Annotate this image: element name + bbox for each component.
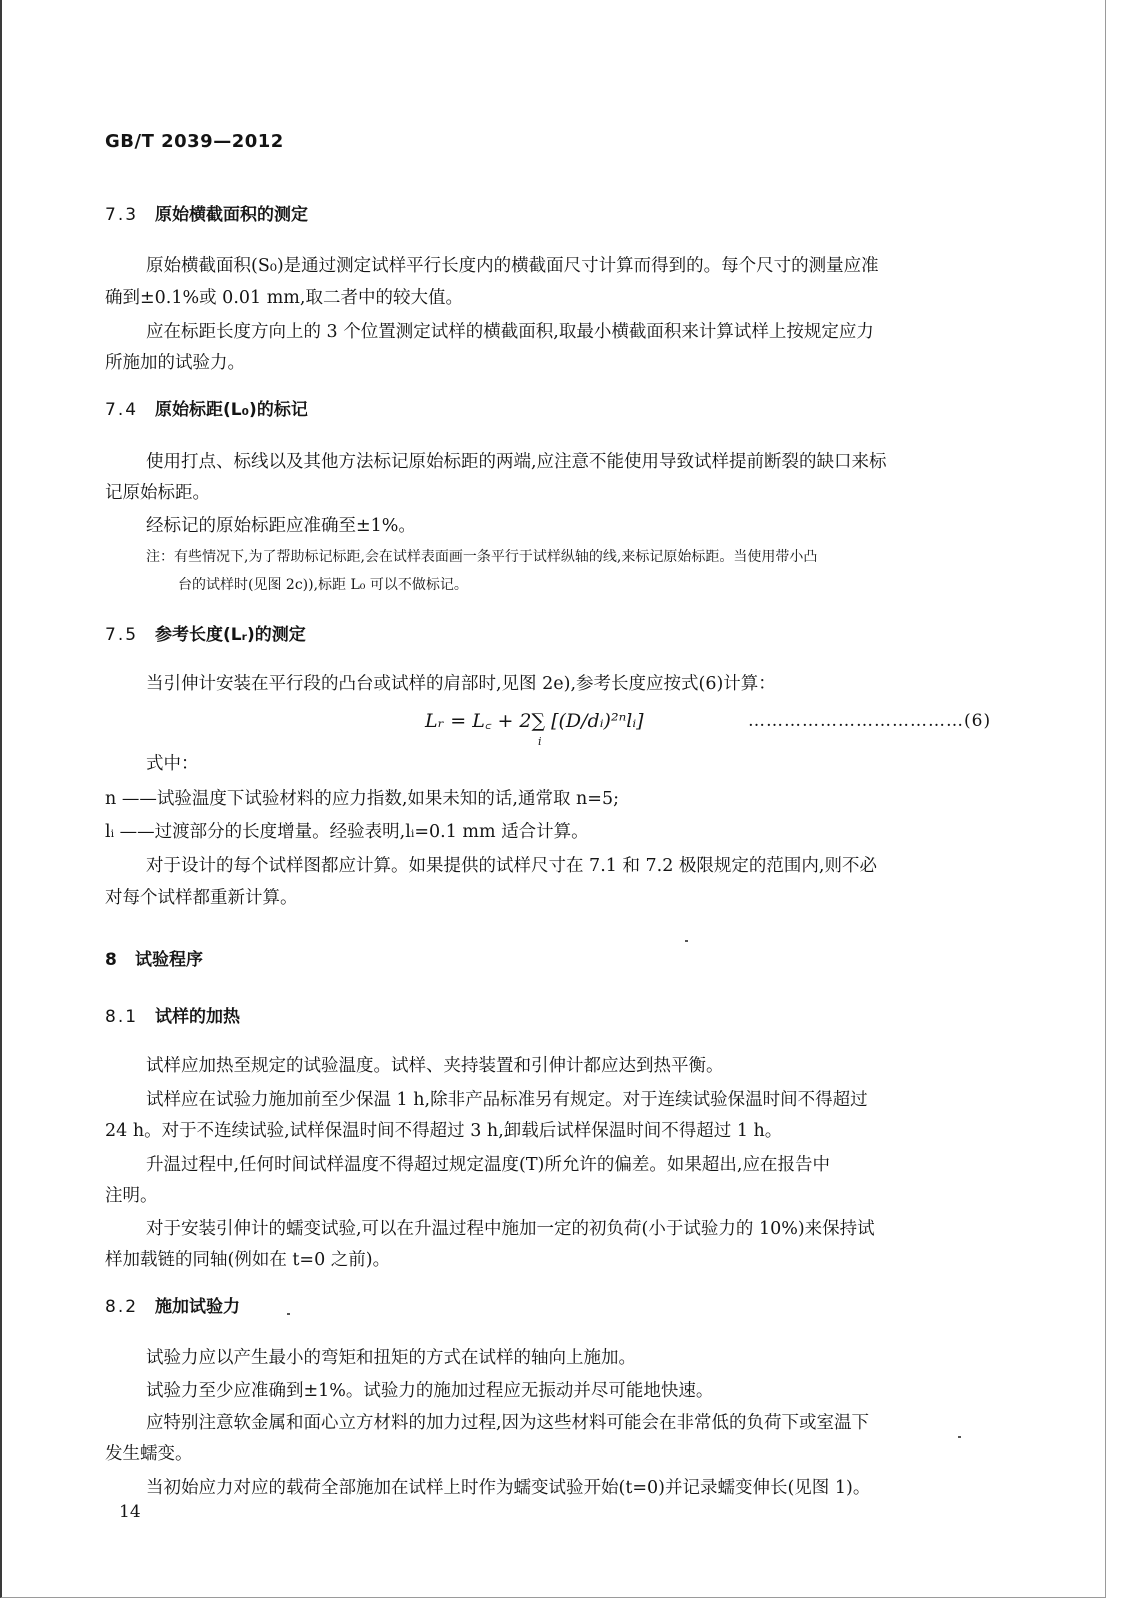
note-line: 注：有些情况下,为了帮助标记标距,会在试样表面画一条平行于试样纵轴的线,来标记原始标距。当使用带小凸 — [146, 549, 818, 565]
section-title: 原始横截面积的测定 — [155, 205, 308, 225]
definition-line: n ——试验温度下试验材料的应力指数,如果未知的话,通常取 n=5; — [105, 789, 619, 809]
paragraph-line: 对于设计的每个试样图都应计算。如果提供的试样尺寸在 7.1 和 7.2 极限规定的范围内,则不必 — [146, 856, 877, 876]
section-heading-7-4 — [105, 398, 308, 422]
definition-line: lᵢ ——过渡部分的长度增量。经验表明,lᵢ=0.1 mm 适合计算。 — [105, 822, 589, 842]
formula-6 — [425, 707, 644, 748]
paragraph-line: 样加载链的同轴(例如在 t=0 之前)。 — [105, 1250, 391, 1270]
section-title: 原始标距(L₀)的标记 — [155, 400, 308, 420]
standard-header: GB/T 2039—2012 — [105, 131, 284, 152]
section-number: 8 — [105, 950, 119, 970]
paragraph-line: 试样应在试验力施加前至少保温 1 h,除非产品标准另有规定。对于连续试验保温时间不得超过 — [146, 1090, 868, 1110]
section-number: 8.1 — [105, 1007, 139, 1027]
paragraph-line: 使用打点、标线以及其他方法标记原始标距的两端,应注意不能使用导致试样提前断裂的缺口来标 — [146, 452, 887, 472]
formula-expression: Lᵣ = L꜀ + 2∑ [(D/dᵢ)²ⁿlᵢ] — [425, 710, 644, 732]
section-title: 参考长度(Lᵣ)的测定 — [155, 625, 306, 645]
paragraph-line: 式中： — [146, 754, 199, 774]
paragraph-line: 当引伸计安装在平行段的凸台或试样的肩部时,见图 2e),参考长度应按式(6)计算： — [146, 674, 776, 694]
section-title: 施加试验力 — [155, 1297, 240, 1317]
section-heading-8-1 — [105, 1005, 240, 1029]
equation-number: ………………………………(6) — [748, 711, 992, 731]
paragraph-line: 应特别注意软金属和面心立方材料的加力过程,因为这些材料可能会在非常低的负荷下或室温下 — [146, 1413, 870, 1433]
section-title: 试验程序 — [135, 950, 203, 970]
scan-speck — [958, 1436, 961, 1438]
paragraph-line: 原始横截面积(S₀)是通过测定试样平行长度内的横截面尺寸计算而得到的。每个尺寸的测量应准 — [146, 256, 879, 276]
paragraph-line: 经标记的原始标距应准确至±1%。 — [146, 516, 416, 536]
paragraph-line: 注明。 — [105, 1186, 158, 1206]
paragraph-line: 发生蠕变。 — [105, 1444, 193, 1464]
page-number: 14 — [119, 1502, 141, 1522]
section-heading-7-5 — [105, 623, 306, 647]
section-number: 7.5 — [105, 625, 139, 645]
sum-index: i — [538, 735, 542, 748]
section-number: 8.2 — [105, 1297, 139, 1317]
paragraph-line: 当初始应力对应的载荷全部施加在试样上时作为蠕变试验开始(t=0)并记录蠕变伸长(见图 1)。 — [146, 1478, 871, 1498]
section-heading-7-3 — [105, 203, 308, 227]
section-heading-8-2 — [105, 1295, 240, 1319]
paragraph-line: 确到±0.1%或 0.01 mm,取二者中的较大值。 — [105, 288, 463, 308]
paragraph-line: 升温过程中,任何时间试样温度不得超过规定温度(T)所允许的偏差。如果超出,应在报告中 — [146, 1155, 830, 1175]
section-number: 7.4 — [105, 400, 139, 420]
paragraph-line: 应在标距长度方向上的 3 个位置测定试样的横截面积,取最小横截面积来计算试样上按规定应力 — [146, 322, 874, 342]
paragraph-line: 24 h。对于不连续试验,试样保温时间不得超过 3 h,卸载后试样保温时间不得超过 1 h。 — [105, 1121, 783, 1141]
scan-speck — [685, 940, 688, 942]
section-title: 试样的加热 — [155, 1007, 240, 1027]
section-heading-8 — [105, 948, 203, 972]
paragraph-line: 试验力应以产生最小的弯矩和扭矩的方式在试样的轴向上施加。 — [146, 1348, 636, 1368]
paragraph-line: 记原始标距。 — [105, 483, 210, 503]
paragraph-line: 试验力至少应准确到±1%。试验力的施加过程应无振动并尽可能地快速。 — [146, 1381, 714, 1401]
section-number: 7.3 — [105, 205, 139, 225]
paragraph-line: 对每个试样都重新计算。 — [105, 888, 298, 908]
scan-speck — [287, 1313, 290, 1315]
paragraph-line: 对于安装引伸计的蠕变试验,可以在升温过程中施加一定的初负荷(小于试验力的 10%)来保持试 — [146, 1219, 875, 1239]
paragraph-line: 所施加的试验力。 — [105, 353, 245, 373]
paragraph-line: 试样应加热至规定的试验温度。试样、夹持装置和引伸计都应达到热平衡。 — [146, 1056, 724, 1076]
note-line: 台的试样时(见图 2c)),标距 L₀ 可以不做标记。 — [178, 577, 468, 593]
